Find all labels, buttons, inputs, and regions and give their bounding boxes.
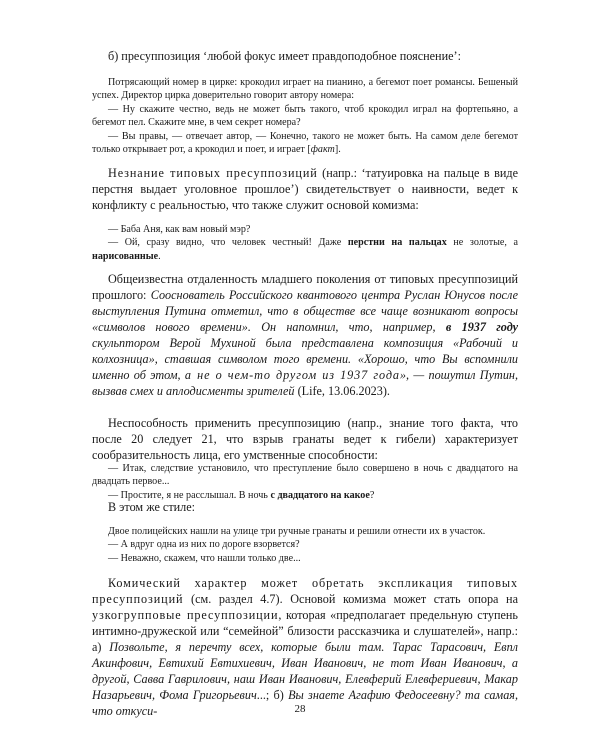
example-grenades — [92, 525, 518, 565]
example-line: — А вдруг одна из них по дороге взорвется? — [108, 539, 300, 551]
example-line: — Баба Аня, как вам новый мэр? — [108, 224, 251, 235]
example-line: Двое полицейских нашли на улице три ручные гранаты и решили отнести их в участок. — [108, 526, 486, 537]
example-line: — Итак, следствие установило, что преступление было совершено в ночь с двадцатого на двадцать первое... — [92, 463, 518, 488]
heading-b: б) пресуппозиция ‘любой фокус имеет правдоподобное пояснение’: — [108, 49, 461, 63]
example-line: — Простите, я не расслышал. В ночь с двадцатого на какое? — [108, 489, 375, 501]
paragraph-naivety: Незнание типовых пресуппозиций (напр.: ‘татуировка на пальце в виде перстня выдает уголовное прошлое’) свидетельствует о наивности, ведет к конфликту с реальностью, что также служит основой комизма: — [92, 166, 518, 212]
page-number: 28 — [294, 703, 306, 715]
same-style-heading: В этом же стиле: — [108, 500, 196, 514]
paragraph-inability: Неспособность применить пресуппозицию (напр., знание того факта, что после 20 следует 21, что взрыв гранаты ведет к гибели) характеризует сообразительность лица, его умственные способности: — [92, 416, 518, 462]
example-line: — Ой, сразу видно, что человек честный! Даже перстни на пальцах не золотые, а нарисованные. — [92, 237, 518, 262]
example-investigation — [92, 462, 518, 502]
example-mayor — [92, 223, 518, 263]
example-circus — [92, 76, 518, 156]
example-line: Потрясающий номер в цирке: крокодил играет на пианино, а бегемот поет романсы. Бешеный успех. Директор цирка доверительно говорит автору номера: — [92, 77, 518, 102]
paragraph-generation: Общеизвестна отдаленность младшего поколения от типовых пресуппозиций прошлого: Сооснователь Российского квантового центра Руслан Юнусов после выступления Путина отметил, что в обществе все чаще возникают вопросы «символов нового времени». Он напомнил, что, например, в 1937 году скульптором Верой Мухиной была представлена композиция «Рабочий и колхозница», ставшая символом того времени. «Хорошо, что Вы вспомнили именно об этом, а не о чем-то другом из 1937 года», — пошутил Путин, вызвав смех и аплодисменты зрителей (Life, 13.06.2023). — [92, 272, 519, 398]
example-line: — Вы правы, — отвечает автор, — Конечно, такого не может быть. На самом деле бегемот только открывает рот, а крокодил и поет, и играет [факт]. — [92, 130, 518, 156]
example-line: — Неважно, скажем, что нашли только две... — [108, 552, 301, 564]
example-line: — Ну скажите честно, ведь не может быть такого, чтоб крокодил играл на фортепьяно, а бегемот пел. Скажите мне, в чем секрет номера? — [92, 103, 518, 129]
fact-label: факт — [310, 144, 335, 156]
paragraph-explication: Комический характер может обретать экспликация типовых пресуппозиций (см. раздел 4.7). Основой комизма может стать опора на узкогрупповые пресуппозиции, которая «предполагает предельную ступень интимно-дружеской или “семейной” близости рассказчика и слушателей», напр.: а) Позвольте, я перечту всех, которые были там. Тарас Тарасович, Евпл Акинфович, Евтихий Евтихиевич, Иван Иванович, не тот Иван Иванович, а другой, Савва Гаврилович, наш Иван Иванович, Елевферий Елевфериевич, Макар Назарьевич, Фома Григорьевич...; б) Вы знаете Агафию Федосеевну? та самая, что откуси- — [92, 576, 519, 718]
